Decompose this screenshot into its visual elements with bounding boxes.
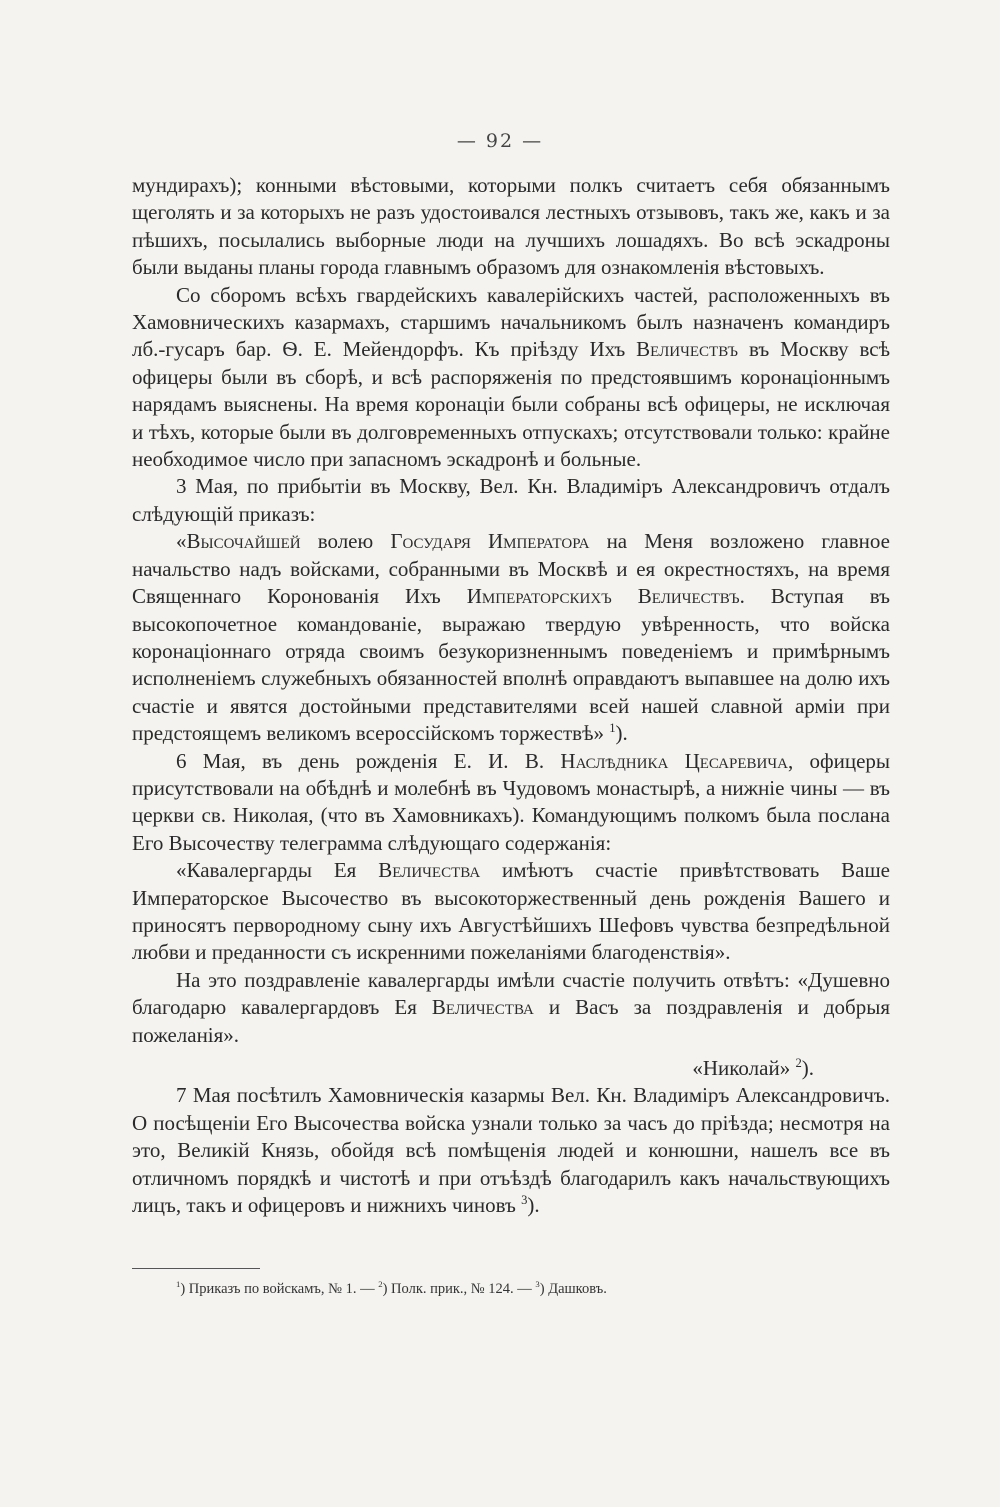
telegram-quote: «Кавалергарды Ея Величества имѣютъ счастіе привѣтствовать Ваше Императорское Высочество въ высокоторжественный день рожденія Вашего и приносятъ первородному сыну ихъ Августѣйшихъ Шефовъ чувства безпредѣльной любви и преданности съ искренними пожеланіями благоденствія». xyxy=(132,858,890,965)
footnote-divider xyxy=(132,1268,260,1269)
paragraph-reply: На это поздравленіе кавалергарды имѣли счастіе получить отвѣтъ: «Душевно благодарю кавалергардовъ Ея Величества и Васъ за поздравленія и добрыя пожеланія». xyxy=(132,967,890,1047)
footnote-ref-1: 1 xyxy=(609,721,616,736)
paragraph-may-3: 3 Мая, по прибытіи въ Москву, Вел. Кн. Владиміръ Александровичъ отдалъ слѣдующій приказъ: xyxy=(132,474,890,526)
body-text xyxy=(132,172,890,1219)
paragraph-may-7: 7 Мая посѣтилъ Хамовническія казармы Вел. Кн. Владиміръ Александровичъ. О посѣщеніи Его Высочества войска узнали только за часъ до пріѣзда; несмотря на это, Великій Князь, обойдя всѣ помѣщенія людей и конюшни, нашелъ все въ отличномъ порядкѣ и чистотѣ и при отъѣздѣ благодарилъ какъ начальствующихъ лицъ, такъ и офицеровъ и нижнихъ чиновъ $^3$). xyxy=(132,1083,890,1218)
signature-nikolai: «Николай» $^2$). xyxy=(692,1056,814,1080)
paragraph-may-6: 6 Мая, въ день рожденія Е. И. В. Наслѣдника Цесаревича, офицеры присутствовали на обѣднѣ и молебнѣ въ Чудовомъ монастырѣ, а нижніе чины — въ церкви св. Николая, (что въ Хамовникахъ). Командующимъ полкомъ была послана Его Высочеству телеграмма слѣдующаго содержанія: xyxy=(132,748,891,855)
page-number: — 92 — xyxy=(456,130,544,152)
footnote-ref-3: 3 xyxy=(521,1193,528,1208)
order-quote: «Высочайшей волею Государя Императора на Меня возложено главное начальство надъ войсками, собранными въ Москвѣ и ея окрестностяхъ, на время Священнаго Коронованія Ихъ Императорскихъ Величествъ. Вступая въ высокопочетное командованіе, выражаю твердую увѣренность, что войска коронаціоннаго отряда своимъ безукоризненнымъ поведеніемъ и примѣрнымъ исполненіемъ служебныхъ обязанностей вполнѣ оправдаютъ выпавшее на долю ихъ счастіе и явятся достойными представителями всей нашей славной арміи при предстоящемъ великомъ всероссійскомъ торжествѣ» $^1$). xyxy=(132,529,890,746)
paragraph-assembly: Со сборомъ всѣхъ гвардейскихъ кавалерійскихъ частей, расположенныхъ въ Хамовническихъ казармахъ, старшимъ начальникомъ былъ назначенъ командиръ лб.-гусаръ бар. Ѳ. Е. Мейендорфъ. Къ пріѣзду Ихъ Величествъ въ Москву всѣ офицеры были въ сборѣ, и всѣ распоряженія по предстоявшимъ коронаціоннымъ нарядамъ выяснены. На время коронаціи были собраны всѣ офицеры, не исключая и тѣхъ, которые были въ долговременныхъ отпускахъ; отсутствовали только: крайне необходимое число при запасномъ эскадронѣ и больные. xyxy=(132,282,891,472)
footnotes: $^1$) Приказъ по войскамъ, № 1. — $^2$) Полк. прик., № 124. — $^3$) Дашковъ. xyxy=(176,1279,607,1297)
paragraph-continued: мундирахъ); конными вѣстовыми, которыми полкъ считаетъ себя обязаннымъ щеголять и за которыхъ не разъ удостоивался лестныхъ отзывовъ, такъ же, какъ и за пѣшихъ, посылались выборные люди на лучшихъ лошадяхъ. Во всѣ эскадроны были выданы планы города главнымъ образомъ для ознакомленія вѣстовыхъ. xyxy=(132,173,890,280)
footnote-ref-2: 2 xyxy=(795,1056,802,1070)
